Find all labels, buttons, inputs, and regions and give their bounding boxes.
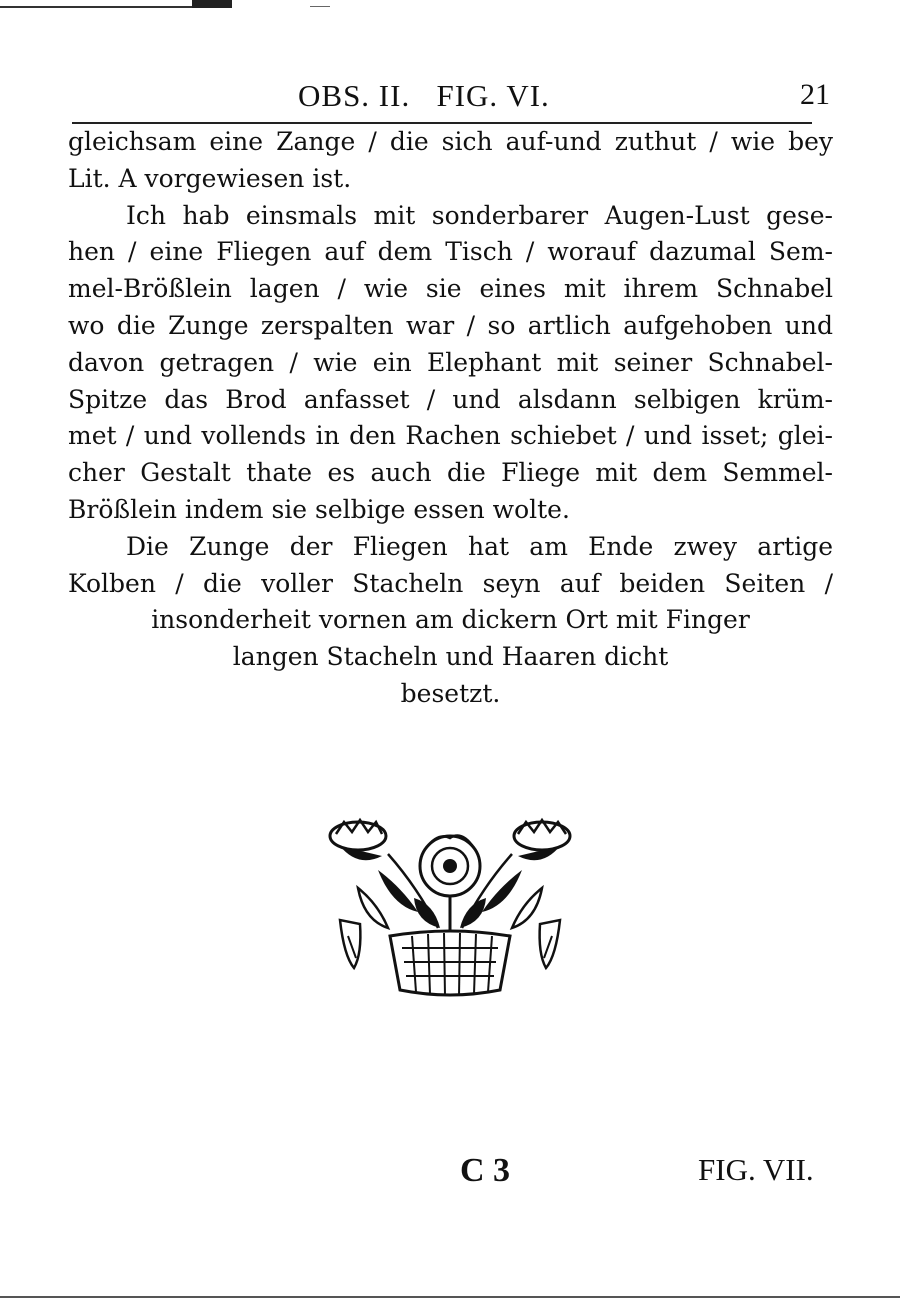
- catchword: FIG. VII.: [698, 1152, 814, 1187]
- top-edge-mark: [192, 0, 232, 8]
- text-line: langen Stacheln und Haaren dicht: [232, 642, 669, 672]
- page-number: 21: [800, 78, 830, 111]
- text-line: met / und vollends in den Rachen schiebet / und isset; glei-: [68, 421, 833, 451]
- text-line: Ich hab einsmals mit sonderbarer Augen-Lust gese-: [126, 200, 833, 230]
- flower-basket-ornament-icon: [318, 808, 582, 1008]
- top-edge-rule-small: [310, 6, 330, 7]
- text-line: davon getragen / wie ein Elephant mit seiner Schnabel-: [68, 347, 833, 377]
- text-line: Lit. A vorgewiesen ist.: [68, 163, 352, 193]
- bottom-edge-rule: [0, 1296, 900, 1298]
- text-line: mel-Brößlein lagen / wie sie eines mit ihrem Schnabel: [68, 274, 833, 304]
- text-line: wo die Zunge zerspalten war / so artlich aufgehoben und: [68, 310, 833, 340]
- text-line: Spitze das Brod anfasset / und alsdann selbigen krüm-: [68, 384, 833, 414]
- signature-mark: C 3: [460, 1152, 511, 1189]
- text-line: gleichsam eine Zange / die sich auf-und zuthut / wie bey: [68, 127, 833, 156]
- text-line: Die Zunge der Fliegen hat am Ende zwey artige: [126, 531, 833, 561]
- body-text: [68, 124, 833, 713]
- text-line: insonderheit vornen am dickern Ort mit Finger: [151, 605, 750, 635]
- text-line: cher Gestalt thate es auch die Fliege mit dem Semmel-: [68, 458, 833, 488]
- text-line: besetzt.: [400, 678, 501, 708]
- text-line: Brößlein indem sie selbige essen wolte.: [68, 494, 570, 524]
- text-line: Kolben / die voller Stacheln seyn auf beiden Seiten /: [68, 568, 833, 598]
- running-head: [70, 78, 830, 118]
- running-head-title: OBS. II. FIG. VI.: [298, 78, 550, 113]
- text-line: hen / eine Fliegen auf dem Tisch / worauf dazumal Sem-: [68, 237, 833, 267]
